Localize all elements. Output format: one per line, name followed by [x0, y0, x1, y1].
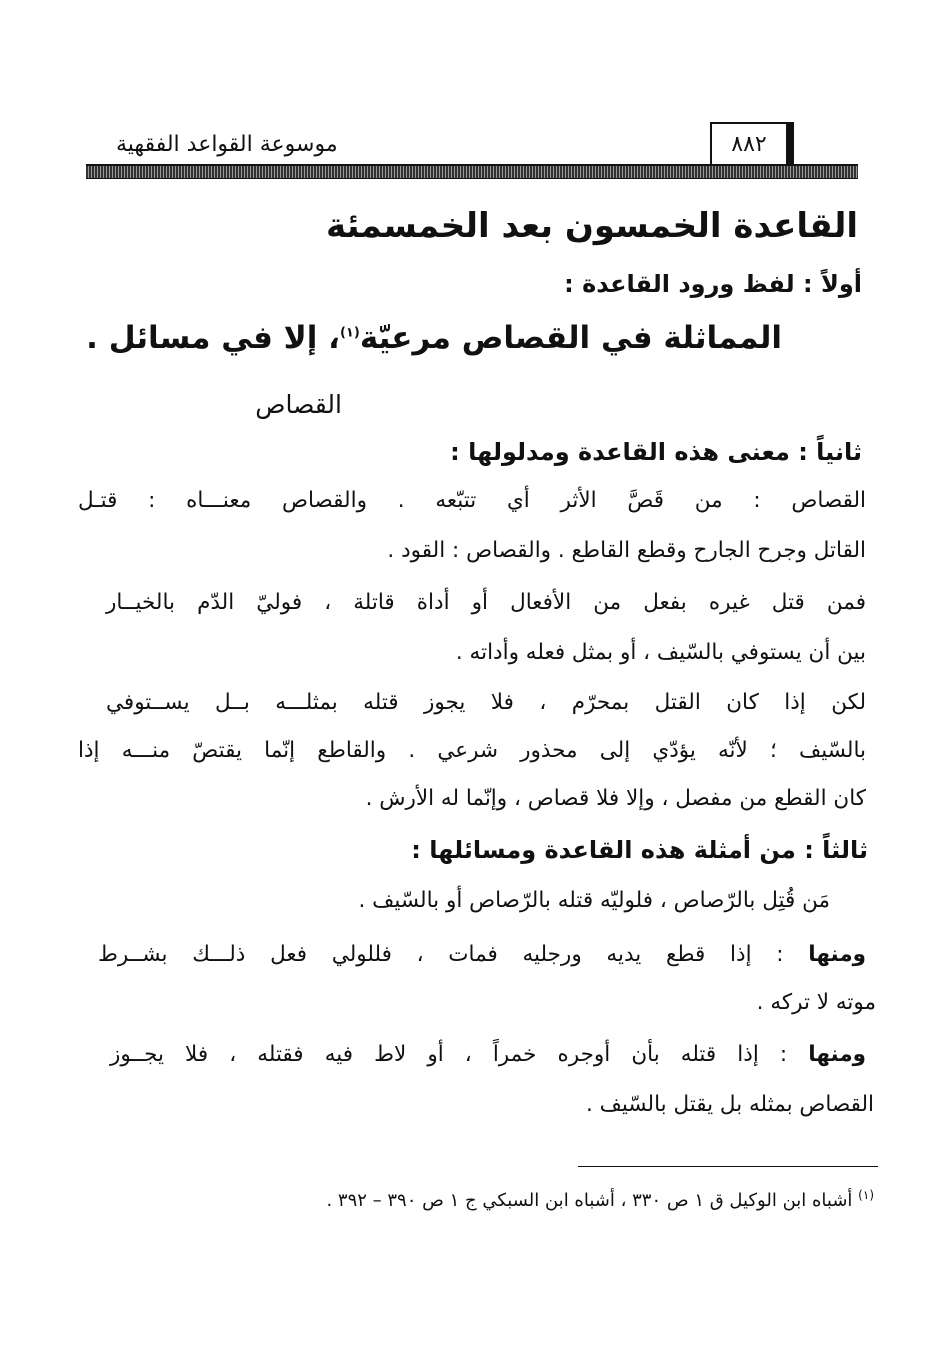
footnote-marker: (١) [858, 1188, 874, 1202]
section-heading-wording: أولاً : لفظ ورود القاعدة : [564, 270, 862, 298]
rule-title: القاعدة الخمسون بعد الخمسمئة [326, 206, 858, 246]
rule-statement [86, 320, 782, 356]
example-line: موته لا تركه . [756, 990, 876, 1015]
page-number-box [710, 122, 794, 164]
paragraph-line: بالسّيف ؛ لأنّه يؤدّي إلى محذور شرعي . والقاطع إنّما يقتصّ منـــه إذا [78, 738, 866, 763]
page-number: ٨٨٢ [731, 132, 767, 157]
rule-text-b: ، إلا في مسائل . [86, 320, 340, 356]
example-line [110, 1042, 866, 1067]
footnote-text: أشباه ابن الوكيل ق ١ ص ٣٣٠ ، أشباه ابن السبكي ج ١ ص ٣٩٠ – ٣٩٢ . [326, 1190, 853, 1211]
header-rule [86, 164, 858, 179]
example-text: : إذا قطع يديه ورجليه فمات ، فللولي فعل ذلـــك بشــرط [98, 942, 809, 967]
paragraph-line: القاتل وجرح الجارح وقطع القاطع . والقصاص : القود . [387, 538, 866, 563]
rule-text-a: المماثلة في القصاص مرعيّة [359, 320, 782, 356]
example-line [98, 942, 866, 967]
keyword-label: القصاص [255, 390, 342, 419]
paragraph-line: فمن قتل غيره بفعل من الأفعال أو أداة قاتلة ، فوليّ الدّم بالخيــار [106, 590, 866, 615]
paragraph-line: لكن إذا كان القتل بمحرّم ، فلا يجوز قتله بمثلـــه بــل يســتوفي [106, 690, 866, 715]
footnote [326, 1188, 874, 1211]
section-heading-examples: ثالثاً : من أمثلة هذه القاعدة ومسائلها : [411, 836, 868, 864]
example-line: مَن قُتِل بالرّصاص ، فلوليّه قتله بالرّصاص أو بالسّيف . [358, 888, 830, 913]
example-lead: ومنها [808, 1042, 866, 1067]
paragraph-line: بين أن يستوفي بالسّيف ، أو بمثل فعله وأداته . [455, 640, 866, 665]
paragraph-line: القصاص : من قَصَّ الأثر أي تتبّعه . والقصاص معنـــاه : قتـل [78, 488, 866, 513]
example-lead: ومنها [808, 942, 866, 967]
footnote-separator [578, 1166, 878, 1167]
running-header [86, 118, 858, 178]
paragraph-line: كان القطع من مفصل ، وإلا فلا قصاص ، وإنّما له الأرش . [365, 786, 866, 811]
example-line: القصاص بمثله بل يقتل بالسّيف . [585, 1092, 874, 1117]
section-heading-meaning: ثانياً : معنى هذه القاعدة ومدلولها : [450, 438, 862, 466]
book-title: موسوعة القواعد الفقهية [116, 132, 338, 157]
footnote-reference: (١) [339, 325, 360, 341]
example-text: : إذا قتله بأن أوجره خمراً ، أو لاط فيه فقتله ، فلا يجــوز [110, 1042, 809, 1067]
